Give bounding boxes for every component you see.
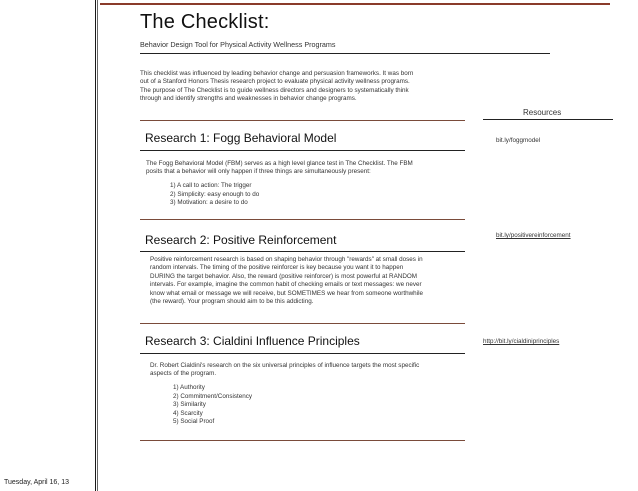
section-2-line: (the reward). Your program should aim to be this addicting. — [150, 298, 314, 306]
section-1-list — [170, 182, 259, 208]
resources-heading: Resources — [523, 108, 562, 117]
section-1-heading: Research 1: Fogg Behavioral Model — [145, 131, 337, 145]
section-3-top-rule — [140, 323, 465, 324]
section-3-heading-rule — [140, 353, 465, 354]
list-item: 5) Social Proof — [173, 418, 215, 425]
resources-divider — [483, 119, 613, 120]
section-2-heading-rule — [140, 251, 465, 252]
intro-paragraph — [140, 70, 470, 104]
intro-line: out of a Stanford Honors Thesis research project to evaluate physical activity wellness programs. — [140, 78, 410, 86]
page-title: The Checklist: — [140, 11, 270, 33]
section-2-line: random intervals. The timing of the positive reinforcer is key because you want it to happen — [150, 264, 404, 272]
section-3-bottom-rule — [140, 440, 465, 441]
section-2-line: intervals. For example, imagine the common habit of checking emails or text messages: we never — [150, 281, 422, 289]
section-2-line: DURING the target behavior. Also, the reward (positive reinforcer) is most powerful at RANDOM — [150, 272, 418, 280]
section-3-line: aspects of the program. — [150, 370, 217, 378]
list-item: 2) Simplicity: easy enough to do — [170, 190, 260, 198]
section-3-list — [173, 384, 252, 427]
section-2-heading: Research 2: Positive Reinforcement — [145, 233, 337, 247]
list-item: 2) Commitment/Consistency — [173, 392, 253, 400]
intro-line: The purpose of The Checklist is to guide wellness directors and designers to systematically think — [140, 86, 409, 94]
section-2-line: Positive reinforcement research is based on shaping behavior through "rewards" at small doses in — [150, 256, 423, 263]
list-item: 3) Motivation: a desire to do — [170, 199, 248, 206]
section-2-top-rule — [140, 219, 465, 220]
intro-line: This checklist was influenced by leading behavior change and persuasion frameworks. It was born — [140, 70, 414, 77]
margin-line-inner — [97, 0, 98, 491]
footer-date: Tuesday, April 16, 13 — [4, 479, 69, 486]
section-1-line: The Fogg Behavioral Model (FBM) serves as a high level glance test in The Checklist. The FBM — [146, 160, 413, 167]
section-3-heading: Research 3: Cialdini Influence Principles — [145, 334, 360, 348]
list-item: 4) Scarcity — [173, 409, 203, 417]
top-divider — [100, 3, 610, 5]
list-item: 1) Authority — [173, 384, 205, 391]
section-1-top-rule — [140, 120, 465, 121]
list-item: 3) Similarity — [173, 401, 206, 408]
section-3-paragraph — [150, 362, 470, 379]
resource-link-reinforcement[interactable]: bit.ly/positivereinforcement — [496, 232, 571, 239]
title-divider — [140, 53, 550, 54]
list-item: 1) A call to action: The trigger — [170, 182, 252, 189]
resource-link-cialdini[interactable]: http://bit.ly/cialdiniprinciples — [483, 338, 560, 345]
page-subtitle: Behavior Design Tool for Physical Activity Wellness Programs — [140, 40, 336, 49]
section-1-heading-rule — [140, 150, 465, 151]
margin-line — [95, 0, 96, 491]
section-1-paragraph — [146, 160, 466, 177]
section-2-paragraph — [150, 256, 470, 306]
section-2-line: know what email or message we will receive, but SOMETIMES we hear from someone worthwhile — [150, 289, 423, 297]
resource-link-fogg[interactable]: bit.ly/foggmodel — [496, 137, 541, 144]
intro-line: through and identify strengths and weaknesses in behavior change programs. — [140, 95, 357, 103]
section-3-line: Dr. Robert Cialdini's research on the six universal principles of influence targets the most specific — [150, 362, 420, 369]
section-1-line: posits that a behavior will only happen if three things are simultaneously present: — [146, 168, 371, 176]
